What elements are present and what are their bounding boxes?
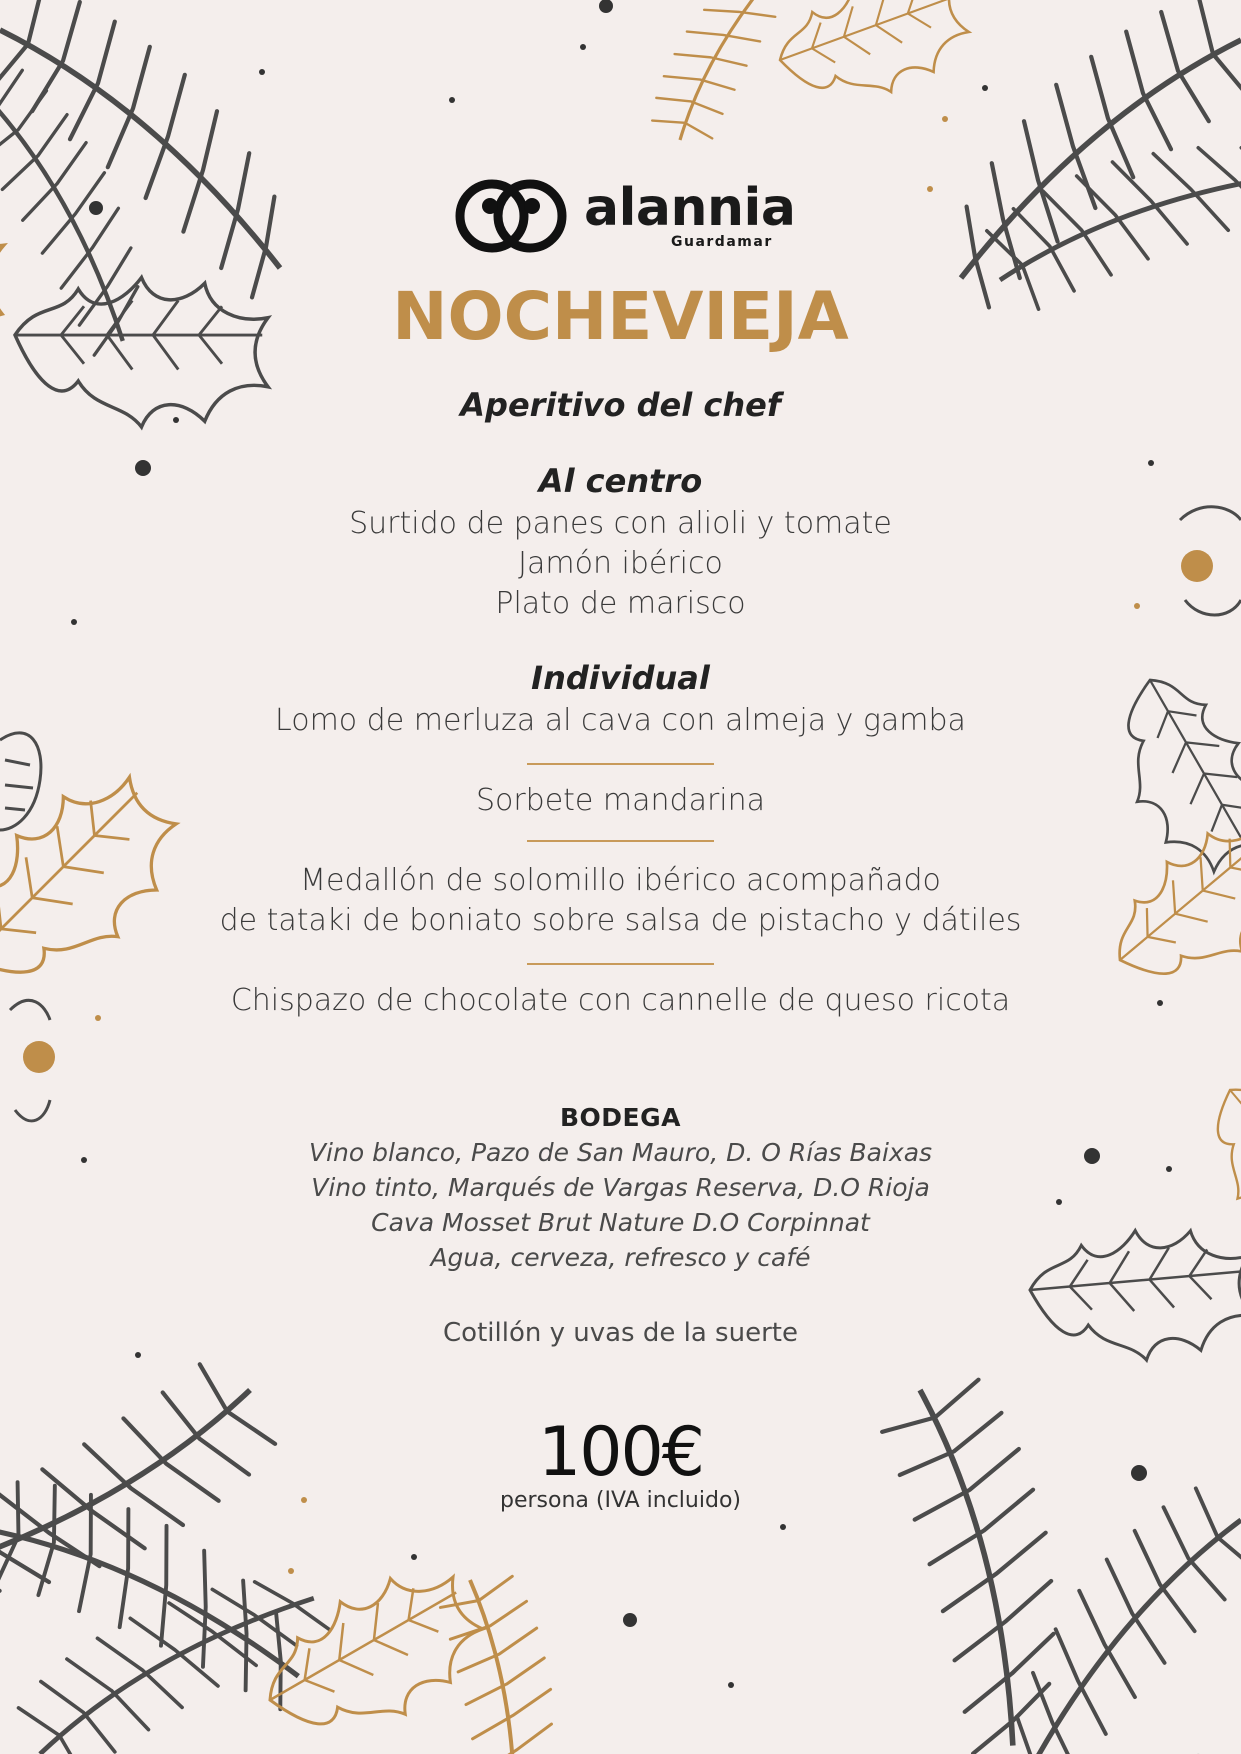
wine-item: Agua, cerveza, refresco y café	[430, 1243, 811, 1272]
wine-item: Vino blanco, Pazo de San Mauro, D. O Rías Baixas	[308, 1138, 933, 1167]
divider	[527, 840, 714, 842]
menu-item: Surtido de panes con alioli y tomate	[349, 506, 892, 541]
divider	[527, 763, 714, 765]
section-heading-al-centro: Al centro	[538, 462, 703, 500]
menu-item-principal: de tataki de boniato sobre salsa de pistacho y dátiles	[219, 903, 1022, 938]
menu-item: Lomo de merluza al cava con almeja y gamba	[275, 703, 966, 738]
section-aperitivo: Aperitivo del chef	[460, 386, 781, 424]
page-title: NOCHEVIEJA	[392, 278, 849, 355]
wine-item: Vino tinto, Marqués de Vargas Reserva, D.O Rioja	[311, 1173, 930, 1202]
menu-item: Jamón ibérico	[518, 546, 723, 581]
menu-item-sorbete: Sorbete mandarina	[475, 783, 766, 818]
price-amount: 100€	[537, 1413, 704, 1492]
menu-item: Plato de marisco	[495, 586, 746, 621]
section-heading-individual: Individual	[531, 659, 710, 697]
menu-item-postre: Chispazo de chocolate con cannelle de queso ricota	[230, 983, 1011, 1018]
brand-name: alannia	[584, 178, 796, 238]
linked-rings-logo-icon	[454, 176, 568, 256]
brand-location: Guardamar	[671, 234, 773, 250]
brand-logo	[454, 176, 794, 256]
divider	[527, 963, 714, 965]
price-note: persona (IVA incluido)	[500, 1488, 741, 1513]
menu-item-principal: Medallón de solomillo ibérico acompañado	[300, 863, 941, 898]
wine-item: Cava Mosset Brut Nature D.O Corpinnat	[371, 1208, 870, 1237]
section-heading-bodega: BODEGA	[559, 1103, 681, 1132]
extras-note: Cotillón y uvas de la suerte	[443, 1318, 798, 1348]
